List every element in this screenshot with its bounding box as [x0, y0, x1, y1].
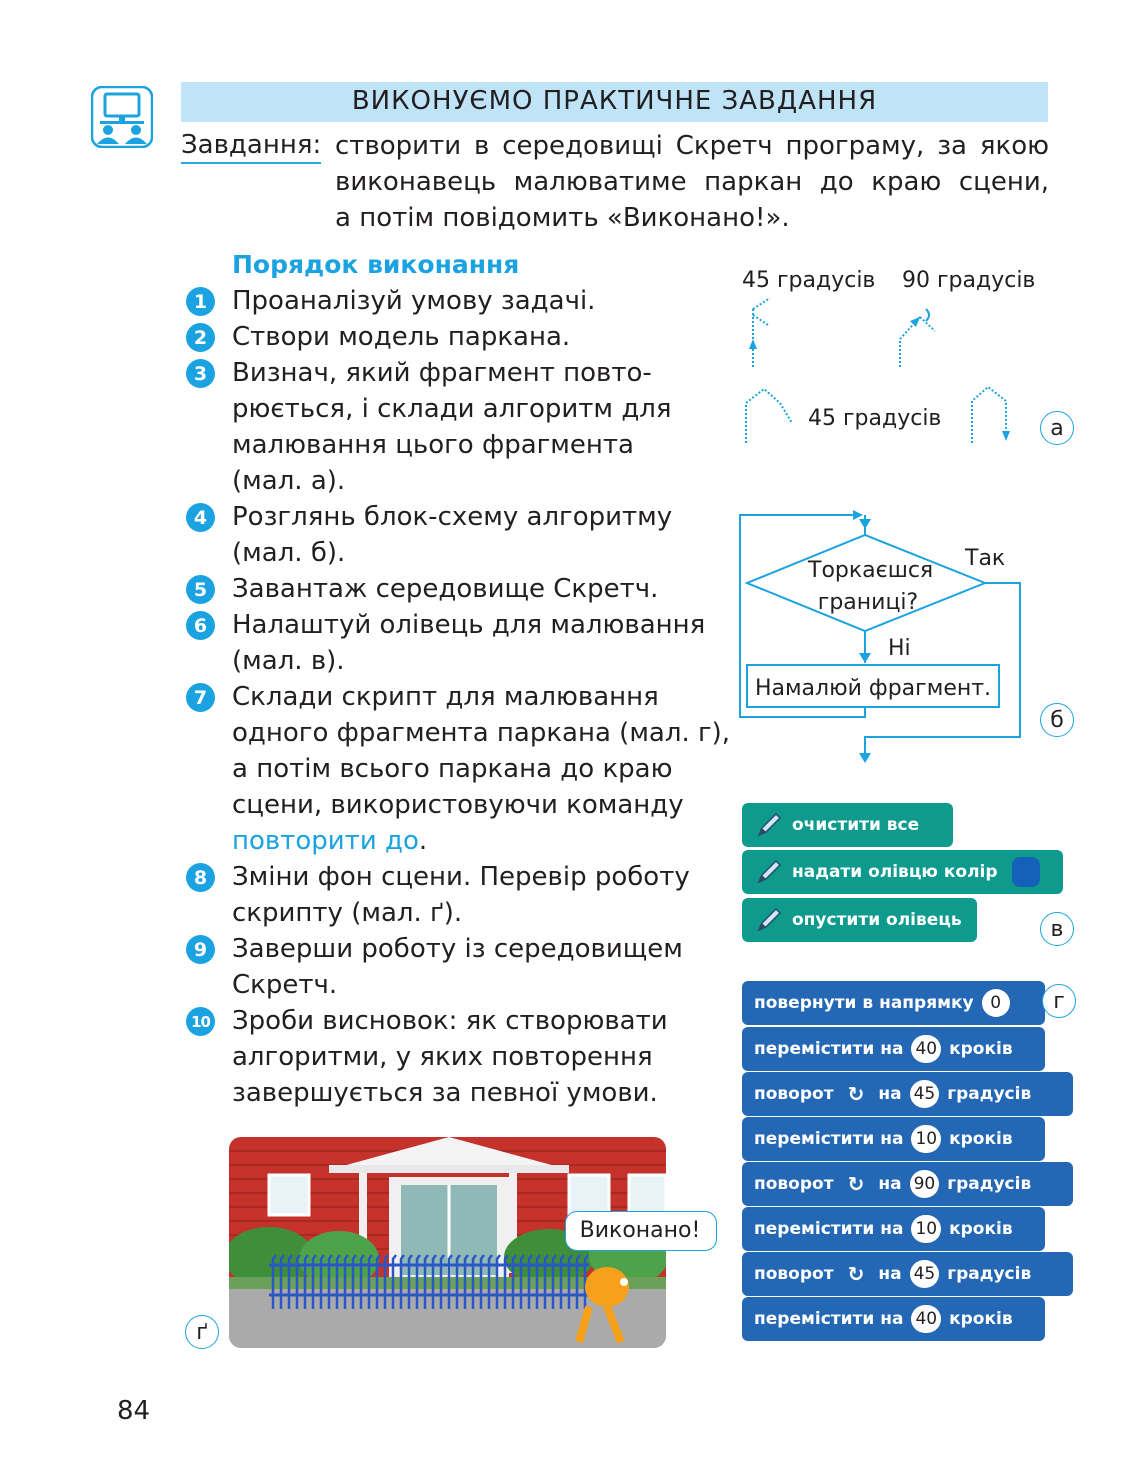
scratch-block-move: [742, 1117, 1045, 1161]
flowchart-action: Намалюй фрагмент.: [754, 676, 992, 701]
flowchart-condition: границі?: [817, 590, 919, 615]
scratch-block-move: [742, 1297, 1045, 1341]
block-label: надати олівцю колір: [792, 862, 998, 882]
task-text-line: а потім повідомить «Виконано!».: [335, 203, 790, 233]
block-value: 40: [911, 1305, 941, 1333]
step-text: (мал. а).: [232, 466, 346, 496]
scratch-block-pen-down: [742, 898, 977, 942]
pen-icon: [754, 857, 784, 887]
step-text: малювання цього фрагмента: [232, 430, 634, 460]
block-unit: кроків: [949, 1129, 1013, 1149]
block-label: поворот: [754, 1264, 834, 1284]
step-number: 2: [186, 323, 215, 352]
scratch-block-set-pen-color: [742, 850, 1063, 894]
block-label: поворот: [754, 1174, 834, 1194]
step-text-with-link: [232, 823, 427, 859]
block-value: 0: [982, 989, 1010, 1017]
turn-right-icon: ↻: [847, 1172, 865, 1196]
step-text: рюється, і склади алгоритм для: [232, 394, 672, 424]
step-text: Зміни фон сцени. Перевір роботу: [232, 862, 690, 892]
block-label: очистити все: [792, 815, 920, 835]
step-number: 9: [186, 935, 215, 964]
steps-heading: Порядок виконання: [232, 250, 520, 279]
page-number: 84: [117, 1396, 151, 1426]
angle-label: 45 градусів: [742, 268, 876, 293]
block-on: на: [878, 1264, 902, 1284]
block-unit: градусів: [947, 1264, 1032, 1284]
step-number: 8: [186, 863, 215, 892]
step-text: (мал. б).: [232, 538, 346, 568]
angle-label: 90 градусів: [902, 268, 1036, 293]
angle-label: 45 градусів: [808, 406, 942, 431]
step-text: сцени, використовуючи команду: [232, 790, 684, 820]
scratch-block-move: [742, 1027, 1045, 1071]
block-unit: кроків: [949, 1039, 1013, 1059]
step-text: Заверши роботу із середовищем: [232, 934, 683, 964]
block-label: перемістити на: [754, 1129, 904, 1149]
fence-fragment-diagram: [740, 295, 1040, 455]
step-text: Проаналізуй умову задачі.: [232, 286, 596, 316]
block-value: 90: [910, 1170, 940, 1198]
scratch-block-move: [742, 1207, 1045, 1251]
figure-label: б: [1040, 703, 1074, 737]
block-value: 10: [911, 1125, 941, 1153]
flowchart-condition: Торкаєшся: [808, 558, 934, 583]
block-value: 10: [911, 1215, 941, 1243]
step-text: завершується за певної умови.: [232, 1078, 658, 1108]
block-label: поворот: [754, 1084, 834, 1104]
page-title: ВИКОНУЄМО ПРАКТИЧНЕ ЗАВДАННЯ: [351, 86, 878, 116]
step-text: скрипту (мал. ґ).: [232, 898, 463, 928]
block-unit: кроків: [949, 1309, 1013, 1329]
step-text: Налаштуй олівець для малювання: [232, 610, 706, 640]
step-number: 10: [186, 1007, 215, 1036]
step-text: Визнач, який фрагмент повто-: [232, 358, 652, 388]
step-number: 5: [186, 575, 215, 604]
step-number: 7: [186, 683, 215, 712]
block-unit: кроків: [949, 1219, 1013, 1239]
figure-label: в: [1040, 912, 1074, 946]
step-number: 4: [186, 503, 215, 532]
step-text-punct: .: [418, 826, 428, 856]
block-label: перемістити на: [754, 1309, 904, 1329]
flowchart-no-label: Ні: [888, 636, 911, 661]
scratch-block-turn: [742, 1162, 1073, 1206]
block-label: перемістити на: [754, 1219, 904, 1239]
step-text: Розглянь блок-схему алгоритму: [232, 502, 673, 532]
speech-text: Виконано!: [579, 1218, 701, 1243]
computer-class-icon: [91, 86, 153, 148]
block-value: 40: [911, 1035, 941, 1063]
block-on: на: [878, 1084, 902, 1104]
scratch-block-turn: [742, 1252, 1073, 1296]
task-label: Завдання:: [181, 130, 321, 164]
flowchart-yes-label: Так: [965, 546, 1006, 571]
step-text: Скретч.: [232, 970, 338, 1000]
step-number: 6: [186, 611, 215, 640]
turn-right-icon: ↻: [847, 1082, 865, 1106]
block-label: перемістити на: [754, 1039, 904, 1059]
pen-icon: [754, 810, 784, 840]
task-text-line: створити в середовищі Скретч програму, за якою: [335, 131, 1049, 161]
step-text: одного фрагмента паркана (мал. г),: [232, 718, 731, 748]
step-text: Склади скрипт для малювання: [232, 682, 659, 712]
figure-label: ґ: [185, 1315, 219, 1349]
block-label: повернути в напрямку: [754, 993, 974, 1013]
step-text: а потім всього паркана до краю: [232, 754, 673, 784]
step-text: Зроби висновок: як створювати: [232, 1006, 668, 1036]
step-number: 3: [186, 359, 215, 388]
block-on: на: [878, 1174, 902, 1194]
pen-color-swatch: [1012, 857, 1040, 887]
block-value: 45: [910, 1080, 940, 1108]
figure-label: а: [1040, 411, 1074, 445]
task-text-line: виконавець малюватиме паркан до краю сцени,: [335, 167, 1049, 197]
step-text: Створи модель паркана.: [232, 322, 571, 352]
turn-right-icon: ↻: [847, 1262, 865, 1286]
scratch-block-clear: [742, 803, 953, 847]
block-value: 45: [910, 1260, 940, 1288]
block-label: опустити олівець: [792, 910, 962, 930]
block-unit: градусів: [947, 1174, 1032, 1194]
scratch-block-point-direction: [742, 981, 1045, 1025]
pen-icon: [754, 905, 784, 935]
step-number: 1: [186, 287, 215, 316]
scratch-block-turn: [742, 1072, 1073, 1116]
block-unit: градусів: [947, 1084, 1032, 1104]
step-text: алгоритми, у яких повторення: [232, 1042, 653, 1072]
step-text: Завантаж середовище Скретч.: [232, 574, 659, 604]
step-text: (мал. в).: [232, 646, 345, 676]
figure-label: г: [1042, 984, 1076, 1018]
command-link: повторити до: [232, 826, 419, 856]
